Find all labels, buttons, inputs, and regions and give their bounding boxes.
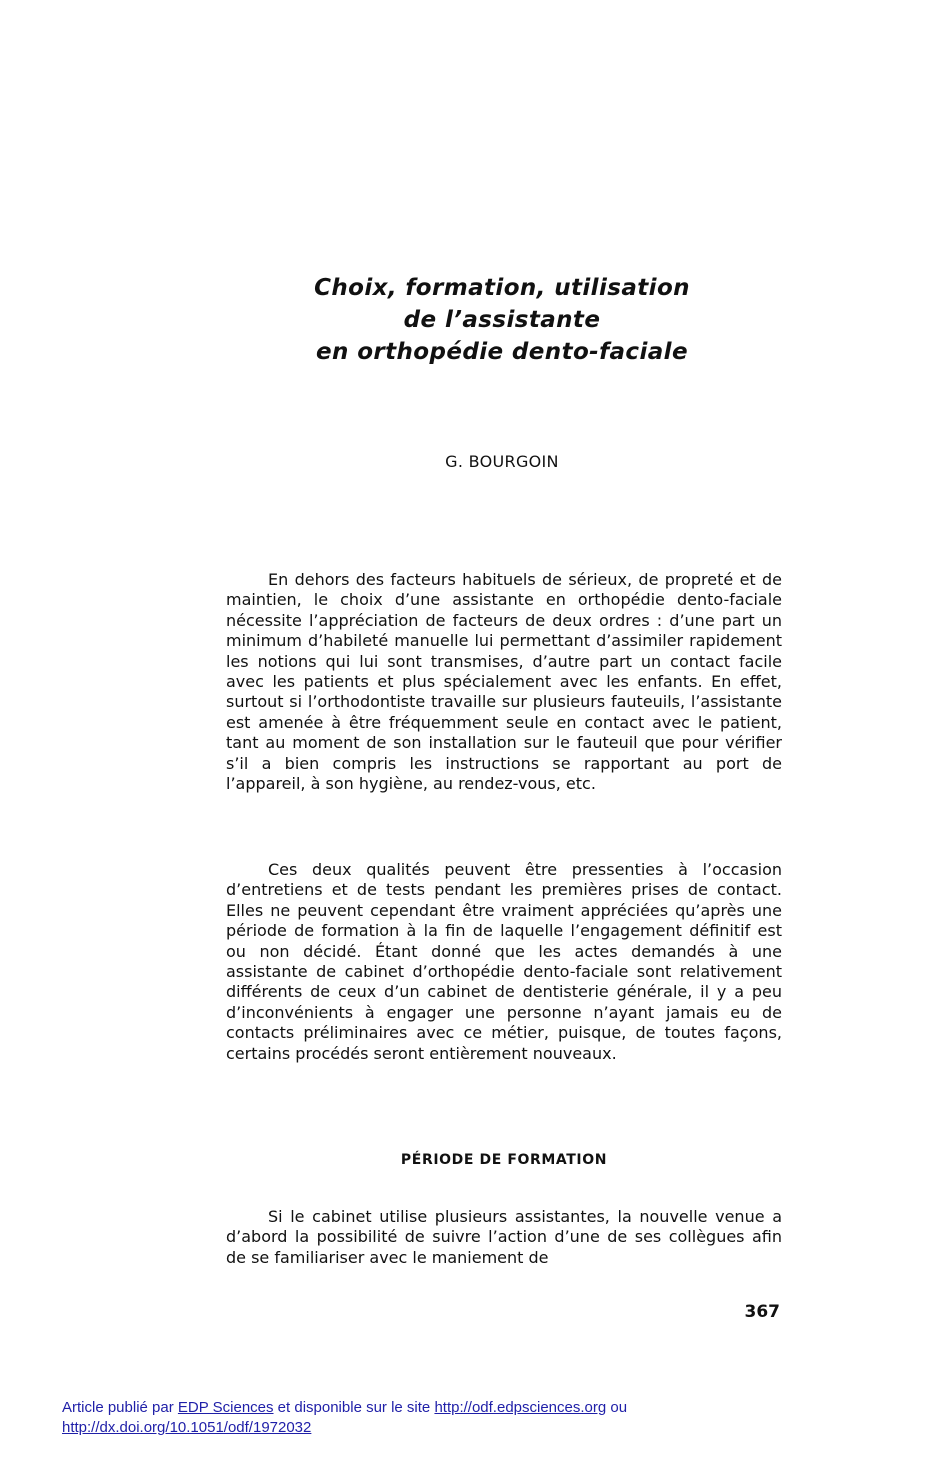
- author-name: G. BOURGOIN: [445, 452, 559, 471]
- body-paragraph-1-block: [226, 570, 782, 794]
- footer-suffix: ou: [606, 1399, 628, 1416]
- footer-middle: et disponible sur le site: [273, 1399, 435, 1416]
- article-title-line-1: Choix, formation, utilisation: [314, 275, 690, 301]
- article-title-line-3: en orthopédie dento-faciale: [316, 339, 688, 365]
- body-paragraph: Ces deux qualités peuvent être pressenties à l’occasion d’entretiens et de tests pendant les premières prises de contact. Elles ne peuvent cependant être vraiment appréciées qu’après une période de formation à la fin de laquelle l’engagement définitif est ou non décidé. Étant donné que les actes demandés à une assistante de cabinet d’orthopédie dento-faciale sont relativement différents de ceux d’un cabinet de dentisterie générale, il y a peu d’inconvénients à engager une personne n’ayant jamais eu de contacts préliminaires avec ce métier, puisque, de toutes façons, certains procédés seront entièrement nouveaux.: [226, 860, 782, 1063]
- page-number: 367: [744, 1302, 780, 1322]
- body-paragraph: Si le cabinet utilise plusieurs assistantes, la nouvelle venue a d’abord la possibilité de suivre l’action d’une de ses collègues afin de se familiariser avec le maniement de: [226, 1207, 782, 1267]
- article-title: [200, 272, 804, 368]
- body-paragraph-3-block: [226, 1207, 782, 1268]
- footer-prefix: Article publié par: [62, 1399, 178, 1416]
- section-heading: PÉRIODE DE FORMATION: [400, 1152, 608, 1168]
- doi-link[interactable]: http://dx.doi.org/10.1051/odf/1972032: [62, 1419, 312, 1436]
- publication-footer: [62, 1398, 862, 1438]
- publisher-link[interactable]: EDP Sciences: [177, 1399, 274, 1416]
- body-paragraph-2-block: [226, 860, 782, 1064]
- site-link[interactable]: http://odf.edpsciences.org: [434, 1399, 607, 1416]
- body-paragraph: En dehors des facteurs habituels de sérieux, de propreté et de maintien, le choix d’une assistante en orthopédie dento-faciale nécessite l’appréciation de facteurs de deux ordres : d’une part un minimum d’habileté manuelle lui permettant d’assimiler rapidement les notions qui lui sont transmises, d’autre part un contact facile avec les patients et plus spécialement avec les enfants. En effet, surtout si l’orthodontiste travaille sur plusieurs fauteuils, l’assistante est amenée à être fréquemment seule en contact avec le patient, tant au moment de son installation sur le fauteuil que pour vérifier s’il a bien compris les instructions se rapportant au port de l’appareil, à son hygiène, au rendez-vous, etc.: [226, 570, 782, 794]
- article-title-line-2: de l’assistante: [403, 307, 601, 333]
